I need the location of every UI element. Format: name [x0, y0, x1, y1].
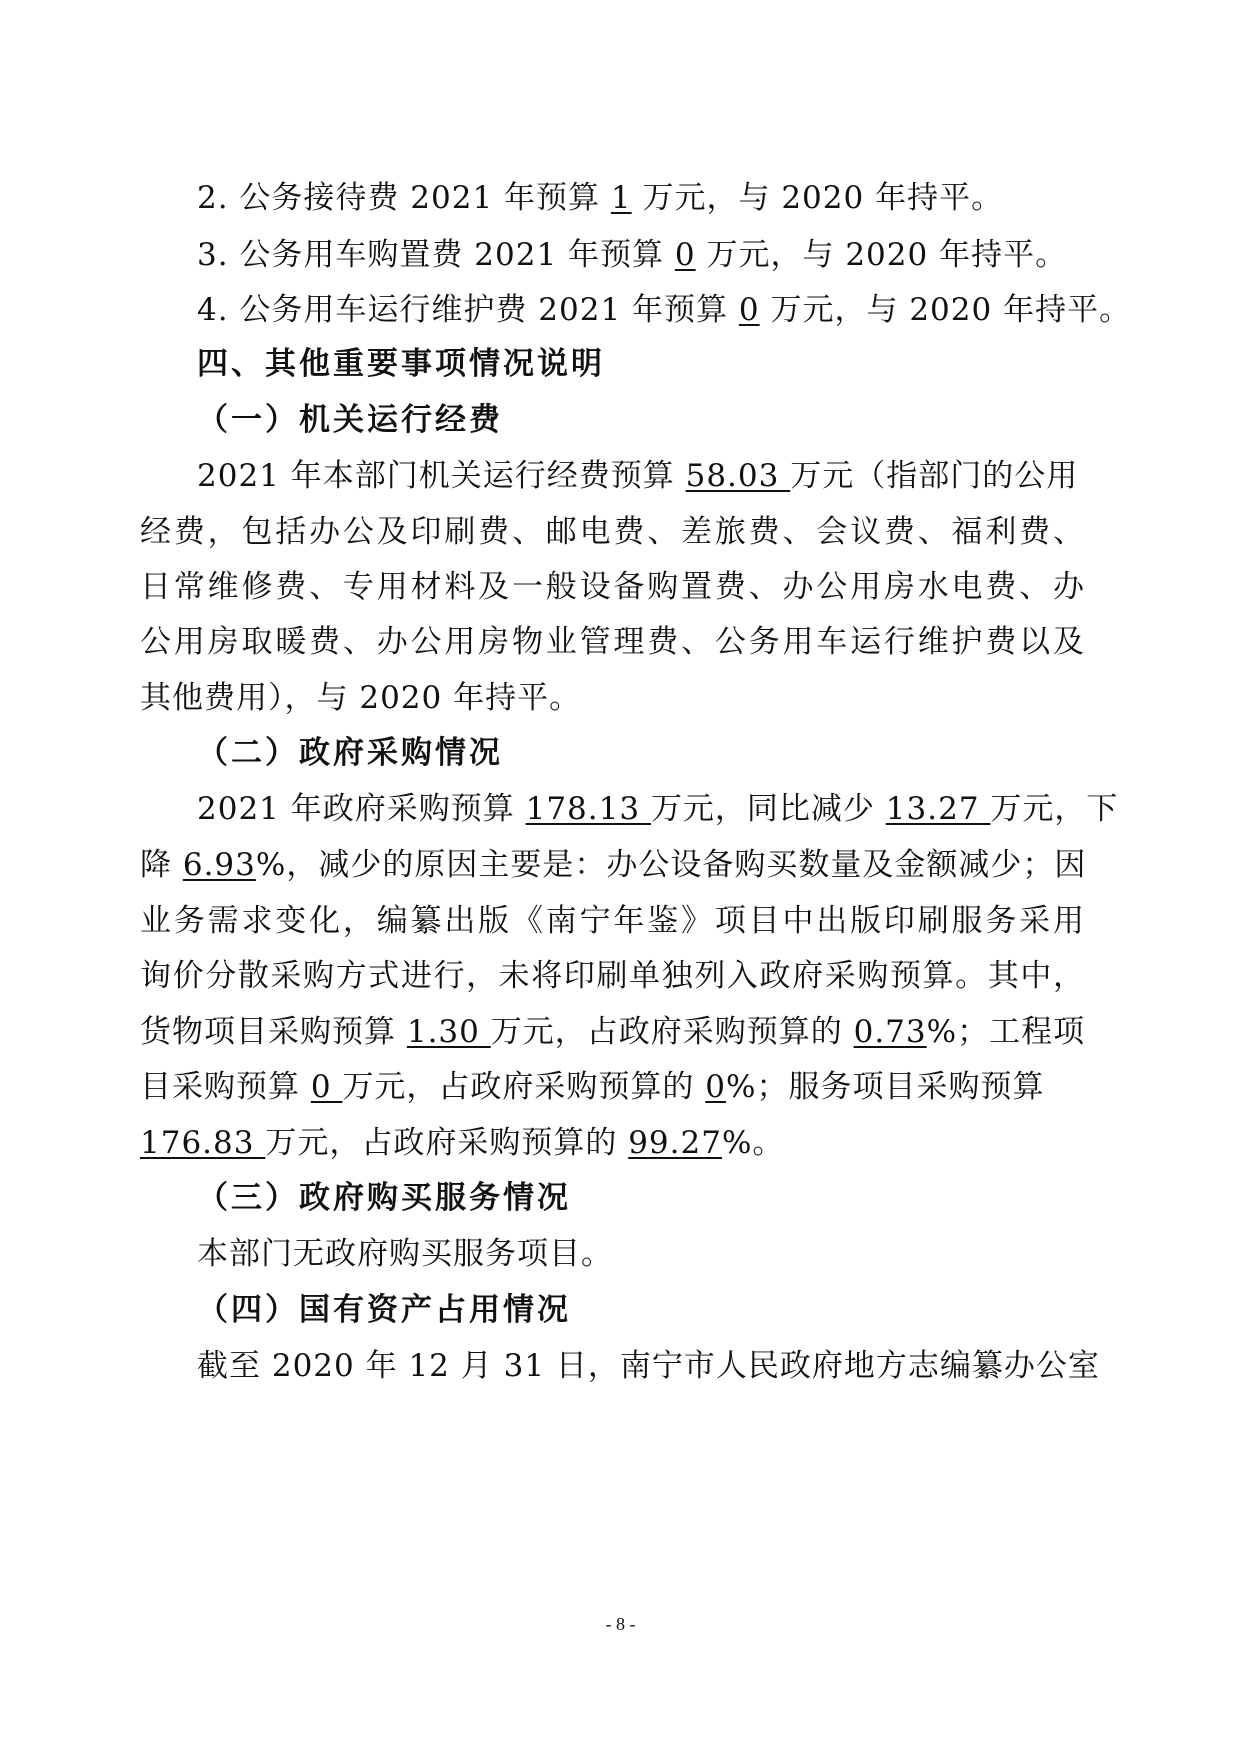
text-span: 目采购预算	[140, 1069, 311, 1105]
text-span: 万元，占政府采购预算的	[490, 1014, 854, 1050]
text-line	[140, 1012, 1085, 1052]
text-line: 询价分散采购方式进行，未将印刷单独列入政府采购预算。其中，	[140, 958, 1085, 994]
page-number: - 8 -	[605, 1614, 636, 1634]
subsection-heading: （二）政府采购情况	[197, 735, 503, 771]
underlined-value: 1.30	[406, 1014, 491, 1050]
text-line: 本部门无政府购买服务项目。	[197, 1236, 613, 1272]
underlined-value: 176.83	[140, 1125, 266, 1161]
text-span: %，减少的原因主要是：办公设备购买数量及金额减少；因	[255, 847, 1087, 883]
underlined-value: 0.73	[853, 1014, 927, 1050]
text-span: 万元，与 2020 年持平。	[695, 237, 1068, 273]
text-line: 截至 2020 年 12 月 31 日，南宁市人民政府地方志编纂办公室	[197, 1348, 1100, 1384]
text-span: 2. 公务接待费 2021 年预算	[197, 180, 611, 216]
text-line	[140, 1123, 784, 1163]
text-span: 2021 年本部门机关运行经费预算	[197, 458, 686, 494]
subsection-heading: （四）国有资产占用情况	[197, 1292, 571, 1328]
underlined-value: 0	[705, 1069, 727, 1105]
text-line: 经费，包括办公及印刷费、邮电费、差旅费、会议费、福利费、	[140, 514, 1085, 550]
text-span: 2021 年政府采购预算	[197, 791, 526, 827]
text-line	[197, 290, 1131, 330]
text-span: 万元，占政府采购预算的	[265, 1125, 629, 1161]
section-heading: 四、其他重要事项情况说明	[197, 346, 605, 382]
text-span: 4. 公务用车运行维护费 2021 年预算	[197, 292, 739, 328]
text-span: 万元，与 2020 年持平。	[759, 292, 1132, 328]
text-line	[140, 1067, 1045, 1107]
subsection-heading: （一）机关运行经费	[197, 402, 503, 438]
text-line	[197, 789, 1118, 829]
underlined-value: 99.27	[628, 1125, 722, 1161]
text-span: 3. 公务用车购置费 2021 年预算	[197, 237, 675, 273]
text-span: 万元，与 2020 年持平。	[631, 180, 1004, 216]
text-line	[197, 456, 1085, 496]
subsection-heading: （三）政府购买服务情况	[197, 1180, 571, 1216]
text-span: %。	[721, 1125, 785, 1161]
underlined-value: 0	[738, 292, 760, 328]
text-line	[140, 845, 1086, 885]
text-line: 业务需求变化，编纂出版《南宁年鉴》项目中出版印刷服务采用	[140, 903, 1085, 939]
underlined-value: 1	[610, 180, 632, 216]
text-span: %；服务项目采购预算	[726, 1069, 1045, 1105]
text-span: 万元，下	[990, 791, 1119, 827]
text-span: 万元，同比减少	[650, 791, 886, 827]
text-line	[197, 178, 1003, 218]
underlined-value: 58.03	[685, 458, 791, 494]
text-line: 日常维修费、专用材料及一般设备购置费、办公用房水电费、办	[140, 569, 1085, 605]
text-span: %；工程项	[926, 1014, 1086, 1050]
text-span: 万元，占政府采购预算的	[342, 1069, 706, 1105]
underlined-value: 178.13	[525, 791, 651, 827]
text-line: 公用房取暖费、办公用房物业管理费、公务用车运行维护费以及	[140, 624, 1085, 660]
text-span: 货物项目采购预算	[140, 1014, 407, 1050]
underlined-value: 0	[674, 237, 696, 273]
text-line: 其他费用），与 2020 年持平。	[140, 680, 582, 716]
text-span: 降	[140, 847, 183, 883]
text-span: 万元（指部门的公用	[790, 458, 1079, 494]
underlined-value: 6.93	[182, 847, 256, 883]
underlined-value: 0	[310, 1069, 343, 1105]
text-line	[197, 235, 1067, 275]
underlined-value: 13.27	[885, 791, 991, 827]
